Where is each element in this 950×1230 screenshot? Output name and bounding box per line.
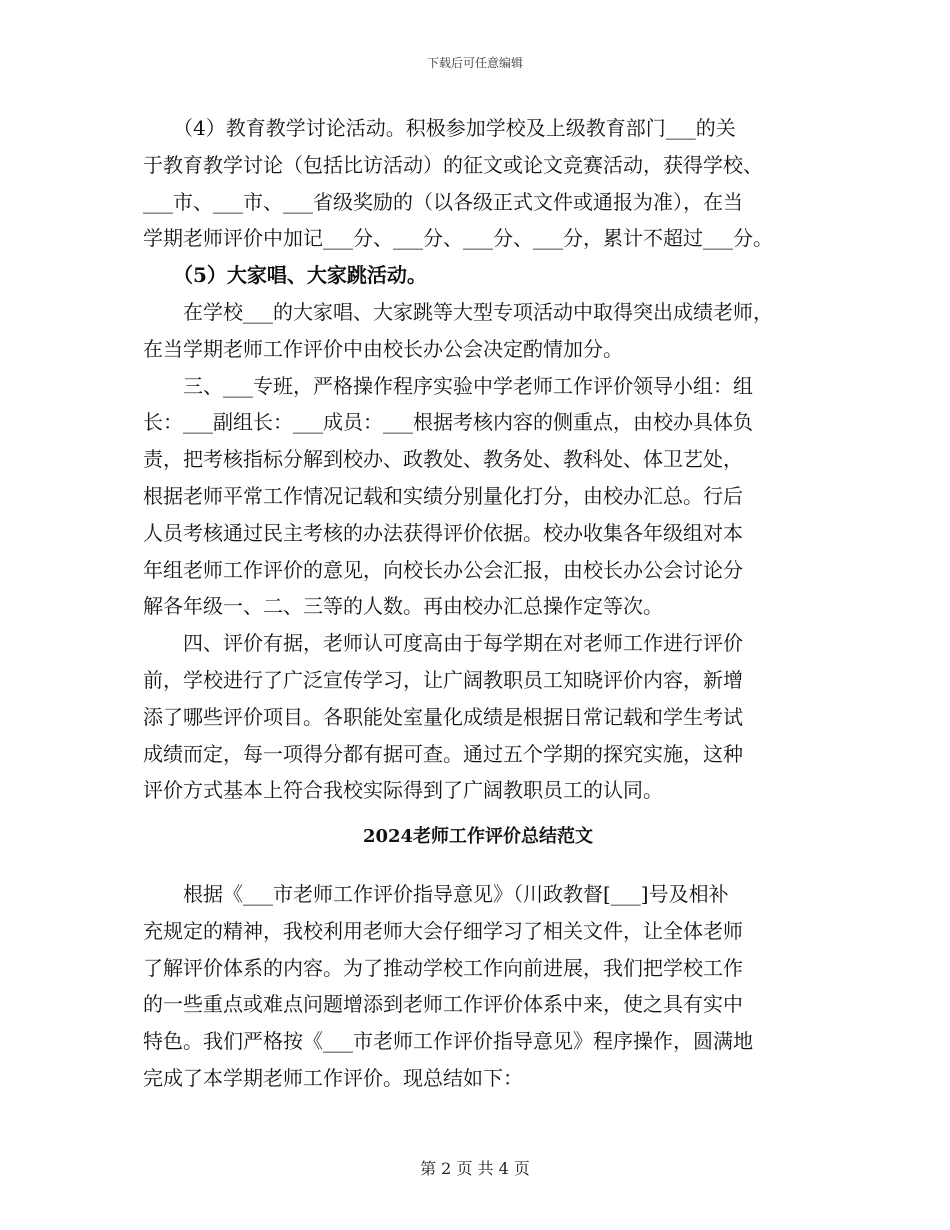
text-line: 完成了本学期老师工作评价。现总结如下： [143,1065,523,1090]
text-line: 年组老师工作评价的意见，向校长办公会汇报，由校长办公会讨论分 [143,557,743,582]
text-line: （4）教育教学讨论活动。积极参加学校及上级教育部门___的关 [143,116,736,140]
page-header: 下载后可任意编辑 [426,56,523,70]
text-line: ___市、___市、___省级奖励的（以各级正式文件或通报为准），在当 [143,189,743,214]
document-body [143,110,813,1097]
text-line: 解各年级一、二、三等的人数。再由校办汇总操作定等次。 [143,594,663,619]
text-line: 责，把考核指标分解到校办、政教处、教务处、教科处、体卫艺处， [143,447,743,472]
text-line: 前，学校进行了广泛宣传学习，让广阔教职员工知晓评价内容，新增 [143,667,743,692]
section-1 [143,110,813,809]
text-line: 根据老师平常工作情况记载和实绩分别量化打分，由校办汇总。行后 [143,483,743,508]
text-line: 特色。我们严格按《___市老师工作评价指导意见》程序操作，圆满地 [143,1029,753,1054]
text-line: 充规定的精神，我校利用老师大会仔细学习了相关文件，让全体老师 [143,918,743,943]
text-line: 长：___副组长：___成员：___根据考核内容的侧重点，由校办具体负 [143,410,753,435]
text-line: 人员考核通过民主考核的办法获得评价依据。校办收集各年级组对本 [143,520,743,545]
text-line: 在学校___的大家唱、大家跳等大型专项活动中取得突出成绩老师， [143,299,773,324]
text-line: 于教育教学讨论（包括比访活动）的征文或论文竞赛活动，获得学校、 [143,152,763,177]
text-line: 添了哪些评价项目。各职能处室量化成绩是根据日常记载和学生考试 [143,704,743,729]
text-line: 在当学期老师工作评价中由校长办公会决定酌情加分。 [143,336,623,361]
page-footer: 第 2 页 共 4 页 [420,1159,530,1178]
text-line: 了解评价体系的内容。为了推动学校工作向前进展，我们把学校工作 [143,955,743,980]
section-2 [143,876,813,1097]
subheading-line: （5）大家唱、大家跳活动。 [143,263,427,288]
text-line: 评价方式基本上符合我校实际得到了广阔教职员工的认同。 [143,778,663,803]
text-line: 的一些重点或难点问题增添到老师工作评价体系中来，使之具有实中 [143,992,743,1017]
text-line: 四、评价有据，老师认可度高由于每学期在对老师工作进行评价 [143,631,743,656]
document-title: 2024老师工作评价总结范文 [362,826,594,848]
text-line: 学期老师评价中加记___分、___分、___分、___分，累计不超过___分。 [143,226,773,251]
text-line: 成绩而定，每一项得分都有据可查。通过五个学期的探究实施，这种 [143,741,743,766]
text-line: 三、___专班，严格操作程序实验中学老师工作评价领导小组：组 [143,373,753,398]
text-line: 根据《___市老师工作评价指导意见》（川政教督[___]号及相补 [143,881,729,906]
